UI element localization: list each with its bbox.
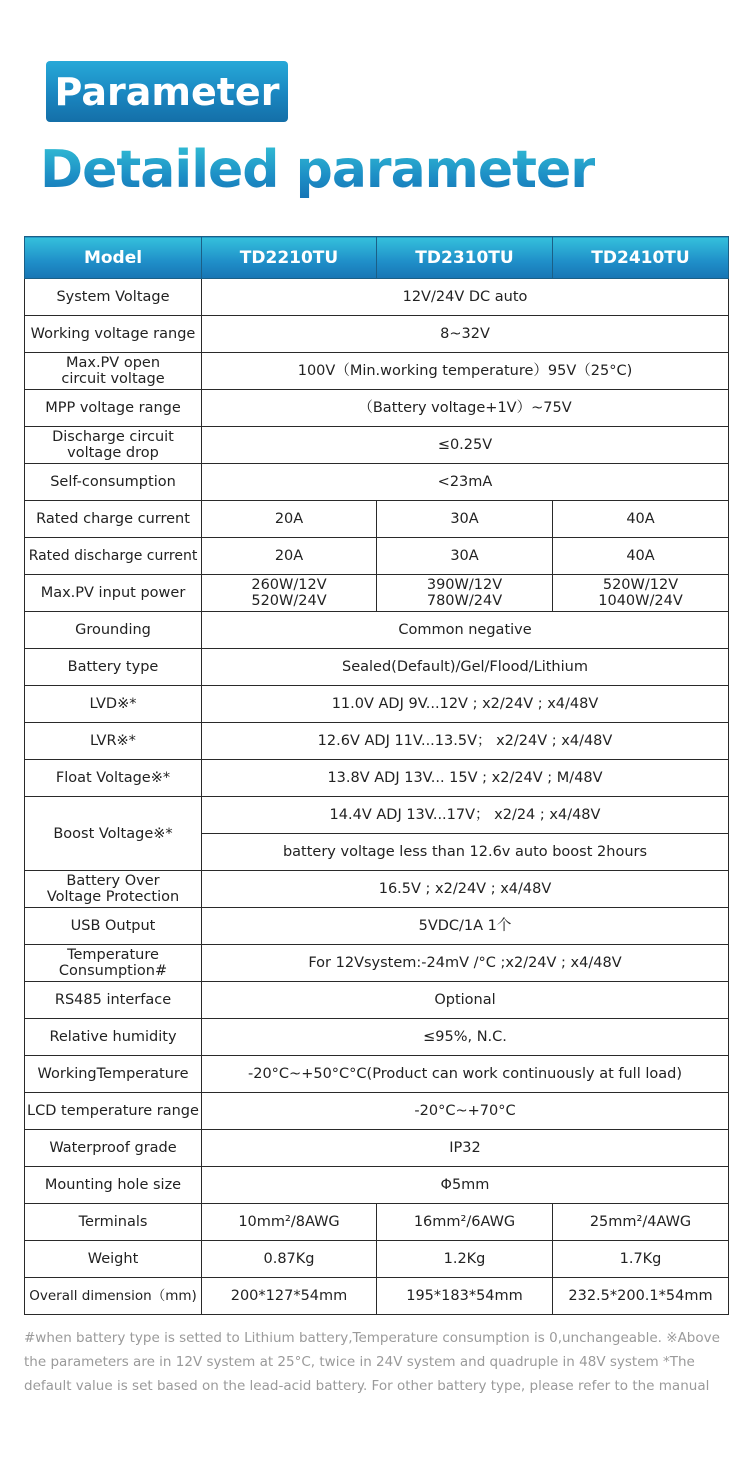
table-row (25, 982, 729, 1019)
row-value: ≤0.25V (202, 427, 729, 464)
cell-td2210tu: 20A (202, 538, 377, 575)
header-td2410tu: TD2410TU (553, 237, 729, 279)
cell-line: 520W/12V (602, 577, 679, 593)
row-label: Grounding (25, 612, 202, 649)
cell-td2210tu: 0.87Kg (202, 1241, 377, 1278)
cell-line: 1040W/24V (598, 593, 683, 609)
row-label (25, 353, 202, 390)
row-label-line: Voltage Protection (46, 889, 180, 905)
row-value: For 12Vsystem:-24mV /°C ;x2/24V ; x4/48V (202, 945, 729, 982)
header-td2210tu: TD2210TU (202, 237, 377, 279)
row-label: USB Output (25, 908, 202, 945)
table-row (25, 1241, 729, 1278)
cell-td2210tu: 200*127*54mm (202, 1278, 377, 1315)
row-label-line: circuit voltage (61, 371, 165, 387)
cell-td2310tu: 16mm²/6AWG (377, 1204, 553, 1241)
table-row (25, 908, 729, 945)
footnote: #when battery type is setted to Lithium battery,Temperature consumption is 0,unchangeable. ※Above the parameters are in 12V system at 25°C, twice in 24V system and quadruple in 48V system *The default value is set based on the lead-acid battery. For other battery type, please refer to the manual (24, 1330, 720, 1394)
row-label: Overall dimension（mm) (25, 1278, 202, 1315)
cell-line: 260W/12V (251, 577, 327, 593)
row-label: Weight (25, 1241, 202, 1278)
row-label: Float Voltage※* (25, 760, 202, 797)
row-value: 100V（Min.working temperature）95V（25°C) (202, 353, 729, 390)
section-badge: Parameter (46, 61, 288, 122)
header-td2310tu: TD2310TU (377, 237, 553, 279)
row-value: 11.0V ADJ 9V...12V ; x2/24V ; x4/48V (202, 686, 729, 723)
cell-line: 390W/12V (426, 577, 503, 593)
row-label: Working voltage range (25, 316, 202, 353)
row-value: -20°C~+50°C°C(Product can work continuously at full load) (202, 1056, 729, 1093)
row-value: <23mA (202, 464, 729, 501)
table-row (25, 538, 729, 575)
row-value: 12V/24V DC auto (202, 279, 729, 316)
table-row (25, 945, 729, 982)
table-row (25, 723, 729, 760)
row-label: System Voltage (25, 279, 202, 316)
row-label: Relative humidity (25, 1019, 202, 1056)
cell-td2410tu: 40A (553, 538, 729, 575)
row-value: battery voltage less than 12.6v auto boost 2hours (202, 834, 729, 871)
cell-td2410tu: 40A (553, 501, 729, 538)
row-label: Rated charge current (25, 501, 202, 538)
cell-line: 520W/24V (251, 593, 327, 609)
row-label: Battery type (25, 649, 202, 686)
row-label-line: Discharge circuit (52, 429, 174, 445)
cell-td2310tu: 195*183*54mm (377, 1278, 553, 1315)
cell-line: 780W/24V (426, 593, 503, 609)
table-row (25, 353, 729, 390)
table-row (25, 279, 729, 316)
table-row (25, 427, 729, 464)
table-row (25, 316, 729, 353)
row-label: Mounting hole size (25, 1167, 202, 1204)
table-row (25, 1056, 729, 1093)
table-row (25, 1204, 729, 1241)
table-row (25, 501, 729, 538)
cell-td2310tu: 1.2Kg (377, 1241, 553, 1278)
cell-td2410tu: 25mm²/4AWG (553, 1204, 729, 1241)
row-value: Φ5mm (202, 1167, 729, 1204)
table-row (25, 464, 729, 501)
table-row (25, 1019, 729, 1056)
row-label: Boost Voltage※* (25, 797, 202, 871)
row-label: Rated discharge current (25, 538, 202, 575)
table-row (25, 1130, 729, 1167)
row-value: 13.8V ADJ 13V... 15V ; x2/24V ; M/48V (202, 760, 729, 797)
row-label: Max.PV input power (25, 575, 202, 612)
table-row (25, 1167, 729, 1204)
row-label: LCD temperature range (25, 1093, 202, 1130)
row-label: Terminals (25, 1204, 202, 1241)
row-label: Waterproof grade (25, 1130, 202, 1167)
table-row (25, 1278, 729, 1315)
row-value: 14.4V ADJ 13V...17V； x2/24 ; x4/48V (202, 797, 729, 834)
row-label (25, 945, 202, 982)
cell-td2410tu: 232.5*200.1*54mm (553, 1278, 729, 1315)
cell-td2310tu: 30A (377, 538, 553, 575)
cell-td2210tu (202, 575, 377, 612)
row-value: 8~32V (202, 316, 729, 353)
table-row (25, 760, 729, 797)
row-label-line: Consumption# (58, 963, 168, 979)
row-value: 12.6V ADJ 11V...13.5V； x2/24V ; x4/48V (202, 723, 729, 760)
row-value: （Battery voltage+1V）~75V (202, 390, 729, 427)
cell-td2210tu: 10mm²/8AWG (202, 1204, 377, 1241)
table-row (25, 797, 729, 834)
table-row (25, 575, 729, 612)
row-value: 5VDC/1A 1个 (202, 908, 729, 945)
cell-td2410tu (553, 575, 729, 612)
row-label-line: Temperature (67, 947, 159, 963)
row-value: Common negative (202, 612, 729, 649)
row-label: MPP voltage range (25, 390, 202, 427)
row-label (25, 427, 202, 464)
cell-td2410tu: 1.7Kg (553, 1241, 729, 1278)
table-row (25, 612, 729, 649)
row-value: -20°C~+70°C (202, 1093, 729, 1130)
table-row (25, 871, 729, 908)
parameter-table (24, 236, 729, 1315)
table-row (25, 390, 729, 427)
table-header-row (25, 237, 729, 279)
row-label: Self-consumption (25, 464, 202, 501)
cell-td2210tu: 20A (202, 501, 377, 538)
cell-td2310tu: 30A (377, 501, 553, 538)
row-label: WorkingTemperature (25, 1056, 202, 1093)
row-label: LVD※* (25, 686, 202, 723)
row-value: Sealed(Default)/Gel/Flood/Lithium (202, 649, 729, 686)
row-label: RS485 interface (25, 982, 202, 1019)
page-title: Detailed parameter (40, 140, 595, 200)
row-value: Optional (202, 982, 729, 1019)
row-label (25, 871, 202, 908)
row-value: 16.5V ; x2/24V ; x4/48V (202, 871, 729, 908)
row-value: IP32 (202, 1130, 729, 1167)
table-row (25, 1093, 729, 1130)
table-row (25, 686, 729, 723)
table-row (25, 649, 729, 686)
cell-td2310tu (377, 575, 553, 612)
row-value: ≤95%, N.C. (202, 1019, 729, 1056)
row-label-line: voltage drop (67, 445, 159, 461)
row-label-line: Battery Over (66, 873, 160, 889)
header-model: Model (25, 237, 202, 279)
row-label-line: Max.PV open (65, 355, 161, 371)
row-label: LVR※* (25, 723, 202, 760)
